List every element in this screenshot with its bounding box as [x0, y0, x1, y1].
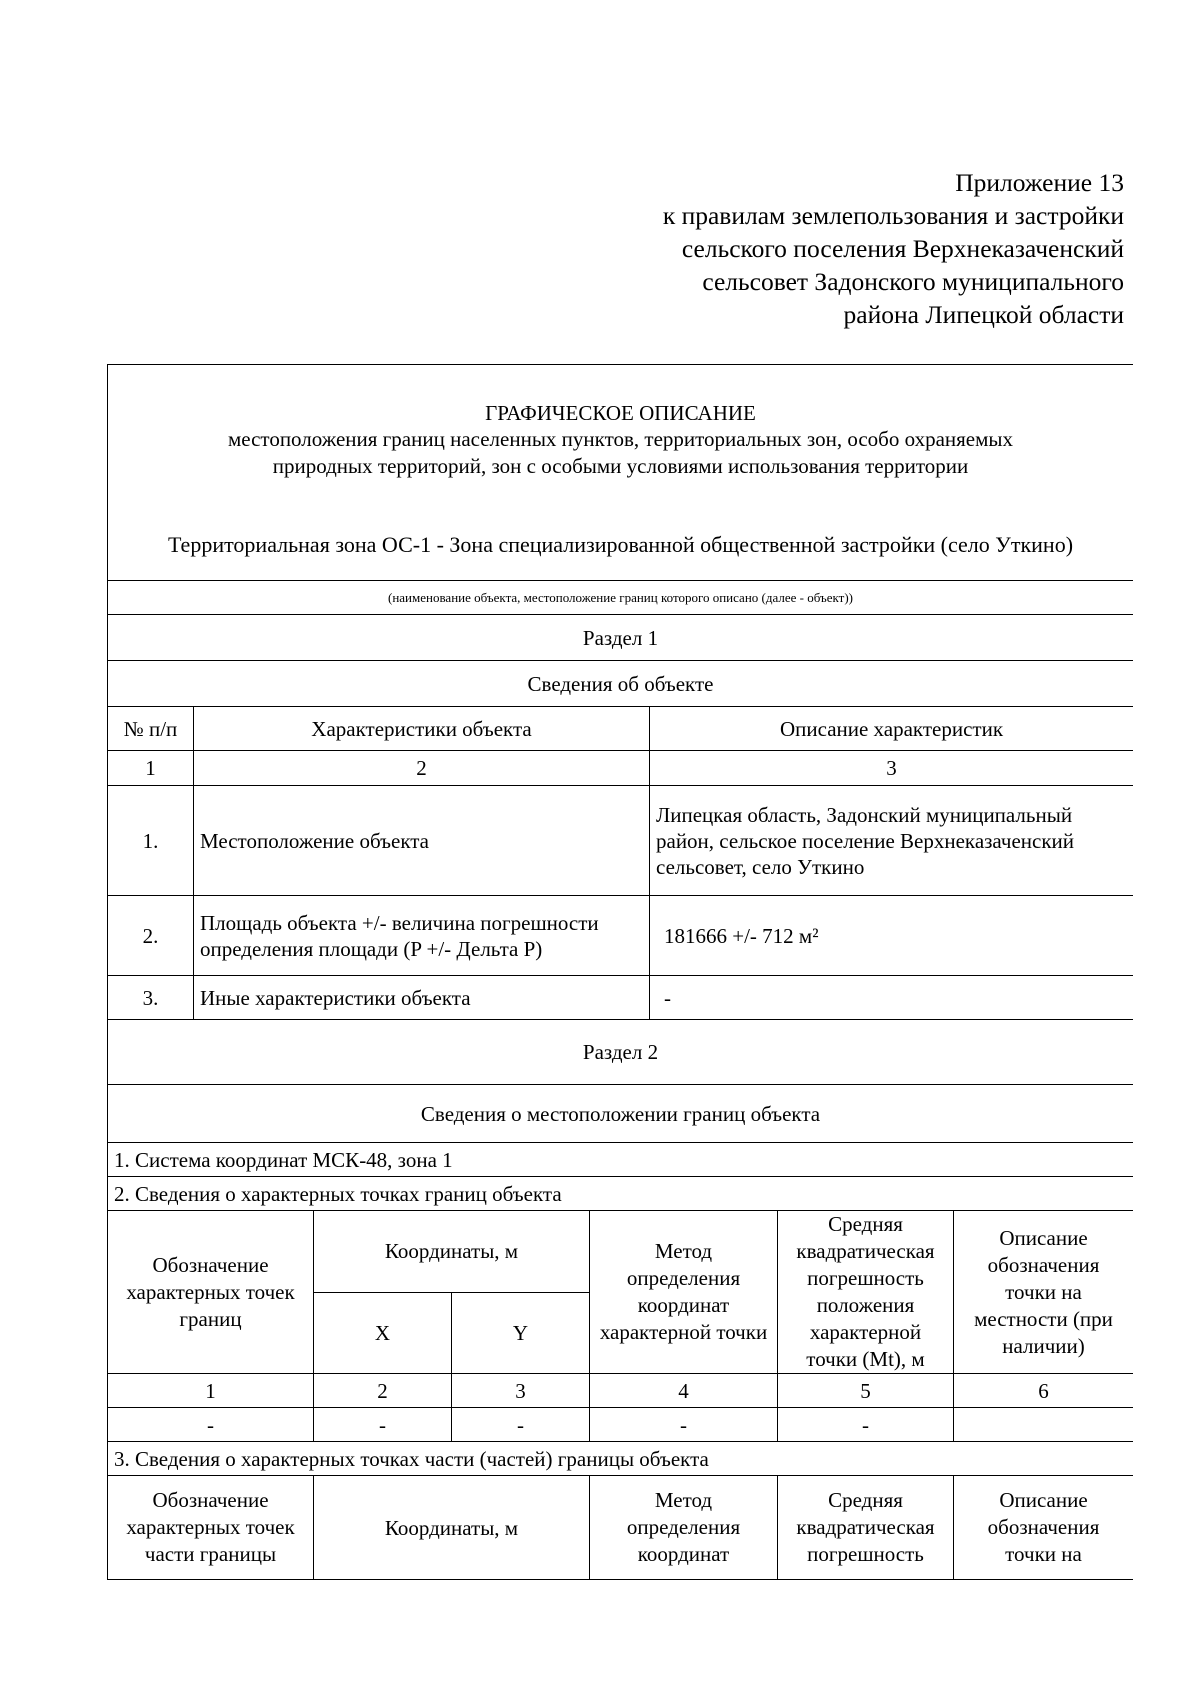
row-number: 1.	[108, 786, 194, 896]
col-header-method: Метод определения координат	[590, 1476, 778, 1580]
appendix-line: Приложение 13	[955, 168, 1124, 197]
points-title: 2. Сведения о характерных точках границ объекта	[108, 1177, 1134, 1211]
col-number: 4	[590, 1374, 778, 1408]
col-number: 2	[314, 1374, 452, 1408]
col-number: 3	[452, 1374, 590, 1408]
col-header-coordinates: Координаты, м	[314, 1476, 590, 1580]
col-header-y: Y	[452, 1292, 590, 1374]
table-row	[108, 976, 1134, 1020]
row-description: 181666 +/- 712 м²	[650, 896, 1134, 976]
main-table	[107, 364, 1133, 1580]
section2-heading: Раздел 2	[108, 1020, 1134, 1085]
point-y: -	[452, 1408, 590, 1442]
col-header-designation: Обозначение характерных точек части границы	[108, 1476, 314, 1580]
zone-name: Территориальная зона ОС-1 - Зона специализированной общественной застройки (село Уткино)	[167, 531, 1074, 557]
section2-subheading: Сведения о местоположении границ объекта	[108, 1085, 1134, 1143]
point-x: -	[314, 1408, 452, 1442]
col-header-designation: Обозначение характерных точек границ	[108, 1211, 314, 1374]
col-number: 2	[194, 751, 650, 786]
table-row	[108, 786, 1134, 896]
col-header-coordinates: Координаты, м	[314, 1211, 590, 1293]
table-row	[108, 1408, 1134, 1442]
appendix-header	[424, 166, 1124, 331]
subtitle-line: природных территорий, зон с особыми условиями использования территории	[272, 453, 969, 478]
object-caption: (наименование объекта, местоположение границ которого описано (далее - объект))	[108, 581, 1134, 615]
appendix-line: района Липецкой области	[843, 300, 1124, 329]
coordinate-system: 1. Система координат МСК-48, зона 1	[108, 1143, 1134, 1177]
row-characteristic: Иные характеристики объекта	[194, 976, 650, 1020]
appendix-line: сельского поселения Верхнеказаченский	[681, 234, 1124, 263]
point-method: -	[590, 1408, 778, 1442]
row-description: Липецкая область, Задонский муниципальный район, сельское поселение Верхнеказаченский сельсовет, село Уткино	[650, 786, 1134, 896]
col-header-num: № п/п	[108, 707, 194, 751]
document-title: ГРАФИЧЕСКОЕ ОПИСАНИЕ	[485, 400, 756, 425]
col-header-x: X	[314, 1292, 452, 1374]
col-number: 5	[778, 1374, 954, 1408]
parts-title: 3. Сведения о характерных точках части (частей) границы объекта	[108, 1442, 1134, 1476]
section1-heading: Раздел 1	[108, 615, 1134, 661]
row-characteristic: Местоположение объекта	[194, 786, 650, 896]
col-header-method: Метод определения координат характерной точки	[590, 1211, 778, 1374]
col-header-point-description: Описание обозначения точки на местности (при наличии)	[954, 1211, 1134, 1374]
col-header-error: Средняя квадратическая погрешность	[778, 1476, 954, 1580]
point-designation: -	[108, 1408, 314, 1442]
col-number: 3	[650, 751, 1134, 786]
title-block-cell	[108, 365, 1134, 581]
col-header-description: Описание характеристик	[650, 707, 1134, 751]
col-header-characteristic: Характеристики объекта	[194, 707, 650, 751]
row-description: -	[650, 976, 1134, 1020]
row-number: 3.	[108, 976, 194, 1020]
appendix-line: сельсовет Задонского муниципального	[702, 267, 1124, 296]
col-number: 1	[108, 1374, 314, 1408]
description-form	[107, 364, 1133, 1582]
col-header-point-description: Описание обозначения точки на	[954, 1476, 1134, 1580]
col-number: 1	[108, 751, 194, 786]
section1-subheading: Сведения об объекте	[108, 661, 1134, 707]
col-header-error: Средняя квадратическая погрешность положения характерной точки (Mt), м	[778, 1211, 954, 1374]
subtitle-line: местоположения границ населенных пунктов, территориальных зон, особо охраняемых	[227, 426, 1014, 451]
col-number: 6	[954, 1374, 1134, 1408]
row-characteristic: Площадь объекта +/- величина погрешности определения площади (P +/- Дельта P)	[194, 896, 650, 976]
row-number: 2.	[108, 896, 194, 976]
appendix-line: к правилам землепользования и застройки	[662, 201, 1124, 230]
document-subtitle	[134, 426, 1107, 480]
point-error: -	[778, 1408, 954, 1442]
table-row	[108, 896, 1134, 976]
point-description	[954, 1408, 1134, 1442]
